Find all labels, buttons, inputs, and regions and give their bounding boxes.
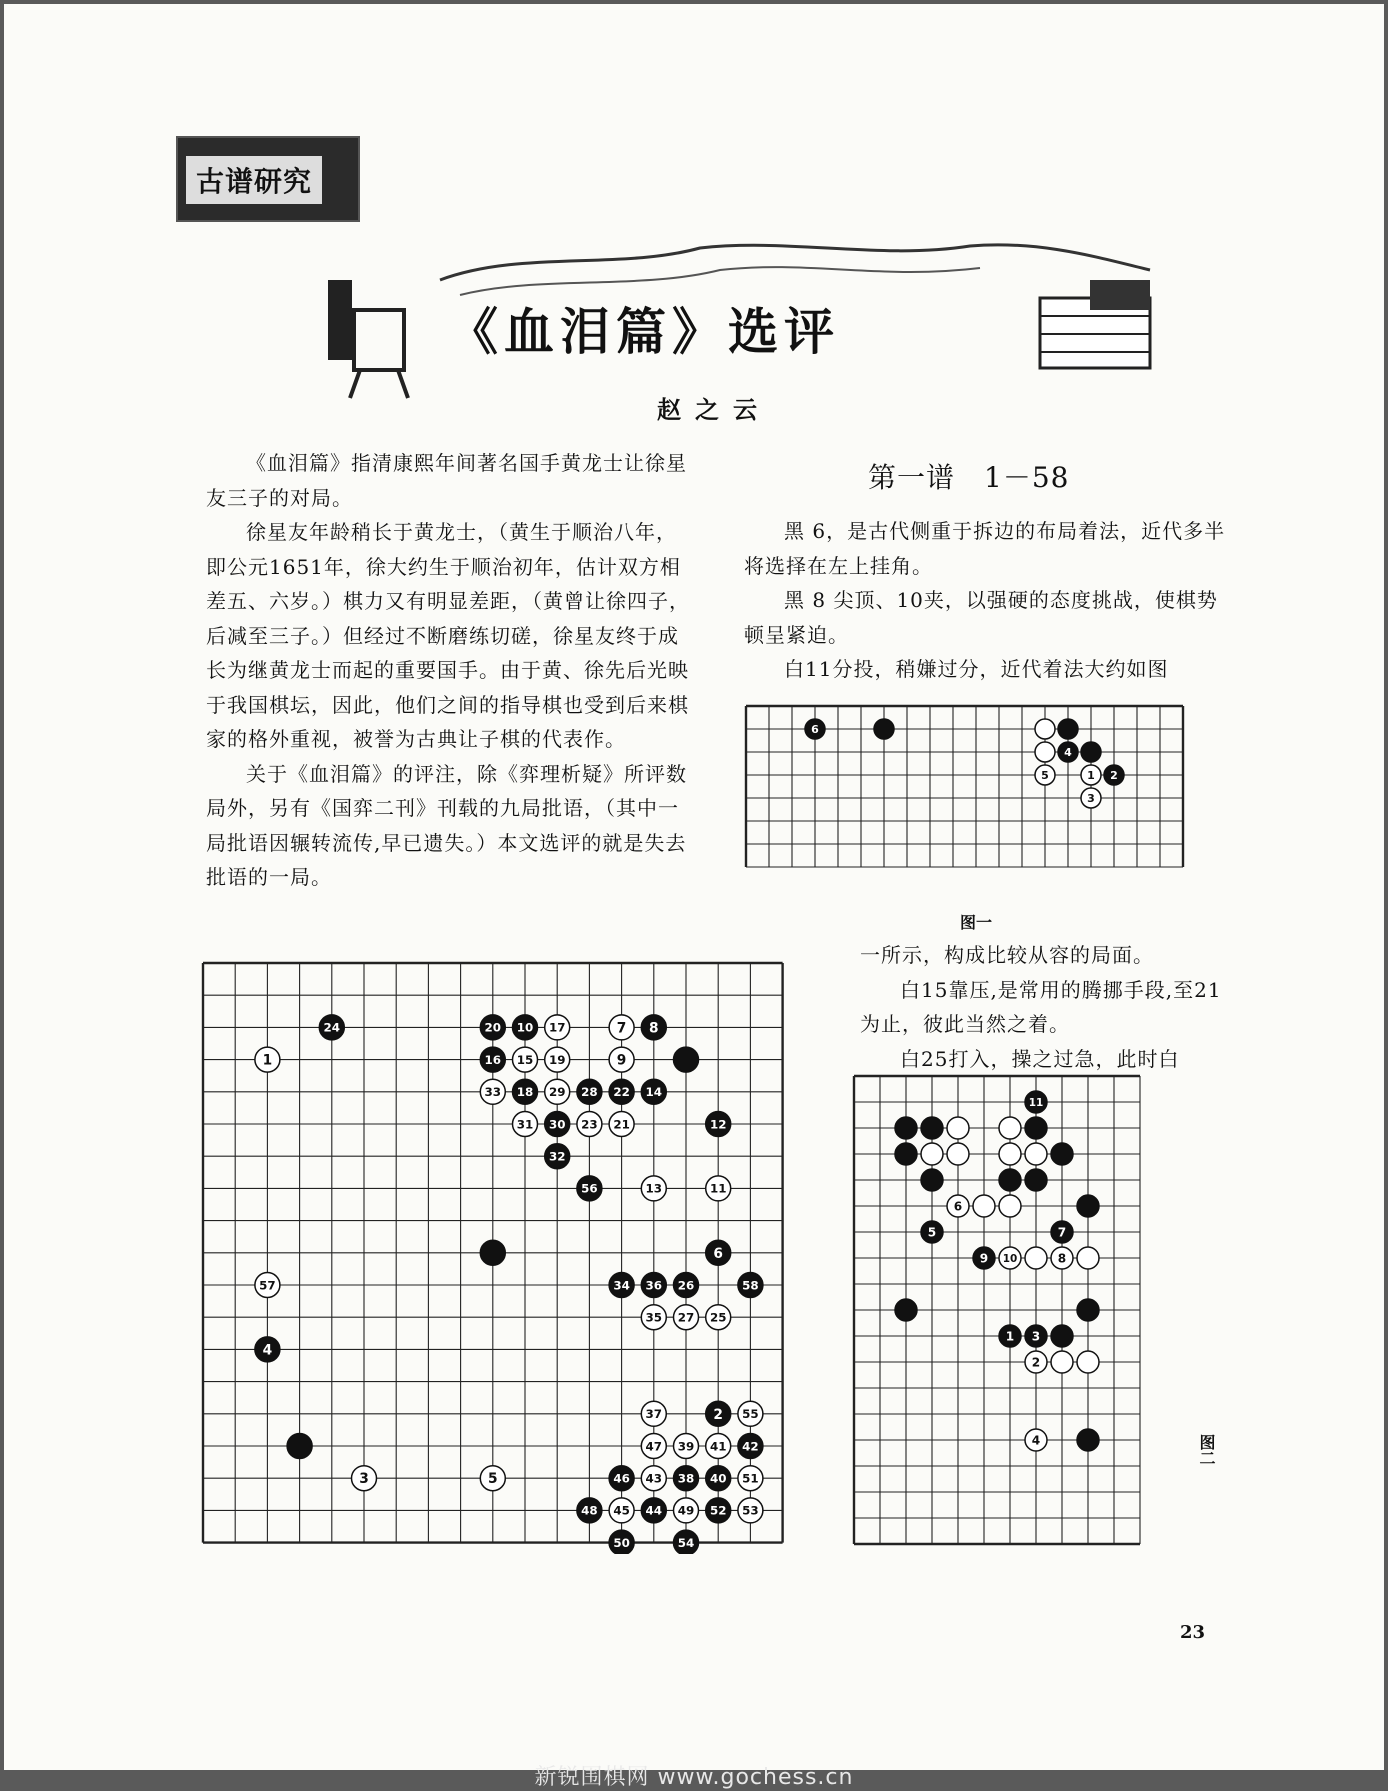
paragraph: 一所示，构成比较从容的局面。 (860, 943, 1154, 967)
main-stone-black-8 (641, 1015, 666, 1040)
main-stone-white-25 (706, 1305, 731, 1330)
move-number: 23 (581, 1117, 598, 1132)
main-stone-black-2 (706, 1401, 731, 1426)
move-number: 25 (709, 1310, 727, 1325)
fig1-stone-black (874, 719, 894, 739)
main-stone-white-41 (706, 1434, 731, 1459)
move-number: 40 (709, 1471, 727, 1486)
fig2-stone-white (921, 1143, 943, 1165)
main-stone-black (674, 1047, 699, 1072)
stone-circle (999, 1143, 1021, 1165)
stone-circle (1051, 1143, 1073, 1165)
fig2-stone-white (1051, 1351, 1073, 1373)
fig2-stone-white (1025, 1143, 1047, 1165)
move-number: 9 (979, 1251, 989, 1266)
main-stone-white-43 (641, 1466, 666, 1491)
main-stone-black-44 (641, 1498, 666, 1523)
fig2-stone-white (973, 1195, 995, 1217)
fig2-stone-black (1025, 1117, 1047, 1139)
fig2-stone-black-11 (1025, 1091, 1047, 1113)
left-text-column (206, 446, 692, 895)
stone-circle (1081, 742, 1101, 762)
page-number: 23 (1180, 1622, 1206, 1643)
move-number: 37 (645, 1407, 663, 1422)
move-number: 38 (677, 1471, 695, 1486)
stone-circle (1025, 1247, 1047, 1269)
move-number: 28 (581, 1085, 598, 1100)
move-number: 10 (1002, 1252, 1018, 1265)
move-number: 29 (548, 1085, 566, 1100)
right-text-column (744, 514, 1232, 687)
main-stone-black-32 (545, 1144, 570, 1169)
move-number: 6 (953, 1199, 963, 1214)
main-stone-black-40 (706, 1466, 731, 1491)
main-stone-black-26 (674, 1273, 699, 1298)
main-stone-black (287, 1434, 312, 1459)
main-stone-white-31 (513, 1112, 538, 1137)
paragraph: 徐星友年龄稍长于黄龙士，（黄生于顺治八年，即公元1651年，徐大约生于顺治初年，估计双方相差五、六岁。）棋力又有明显差距，（黄曾让徐四子，后减至三子。）但经过不断磨练切磋，徐星友终于成长为继黄龙士而起的重要国手。由于黄、徐先后光映于我国棋坛，因此，他们之间的指导棋也受到后来棋家的格外重视，被誉为古典让子棋的代表作。 (206, 520, 690, 751)
move-number: 34 (613, 1278, 630, 1293)
main-stone-black-10 (513, 1015, 538, 1040)
stone-circle (874, 719, 894, 739)
move-number: 20 (484, 1020, 502, 1035)
fig2-stone-black (1051, 1143, 1073, 1165)
move-number: 47 (645, 1439, 663, 1454)
main-stone-white-45 (609, 1498, 634, 1523)
main-stone-black-12 (706, 1112, 731, 1137)
fig2-stone-black (999, 1169, 1021, 1191)
fig2-stone-white-4 (1025, 1429, 1047, 1451)
stone-circle (895, 1117, 917, 1139)
main-stone-black (480, 1240, 505, 1265)
move-number: 35 (645, 1310, 663, 1325)
main-stone-black-48 (577, 1498, 602, 1523)
stone-circle (1077, 1247, 1099, 1269)
fig2-stone-black (1077, 1429, 1099, 1451)
paragraph: 《血泪篇》指清康熙年间著名国手黄龙士让徐星友三子的对局。 (206, 451, 687, 510)
fig1-stone-white (1035, 719, 1055, 739)
fig1-stone-white-1 (1081, 765, 1101, 785)
fig1-stone-black-4 (1058, 742, 1078, 762)
main-stone-black-34 (609, 1273, 634, 1298)
figure-2-board (852, 1074, 1158, 1548)
fig2-stone-white-10 (999, 1247, 1021, 1269)
main-stone-white-23 (577, 1112, 602, 1137)
main-stone-black-38 (674, 1466, 699, 1491)
main-stone-black-14 (641, 1079, 666, 1104)
fig2-stone-black-5 (921, 1221, 943, 1243)
move-number: 8 (1057, 1251, 1067, 1266)
main-stone-white-17 (545, 1015, 570, 1040)
main-stone-white-37 (641, 1401, 666, 1426)
move-number: 24 (323, 1020, 341, 1035)
main-stone-black-30 (545, 1112, 570, 1137)
fig2-stone-white (1025, 1247, 1047, 1269)
section-tag (176, 136, 360, 222)
main-stone-white-49 (674, 1498, 699, 1523)
move-number: 17 (548, 1020, 566, 1035)
main-stone-white-5 (480, 1466, 505, 1491)
move-number: 57 (259, 1278, 276, 1293)
main-stone-black-58 (738, 1273, 763, 1298)
move-number: 1 (262, 1052, 273, 1069)
main-stone-white-9 (609, 1047, 634, 1072)
move-number: 1 (1087, 768, 1095, 782)
main-stone-black-50 (609, 1530, 634, 1554)
stone-circle (999, 1117, 1021, 1139)
main-stone-white-33 (480, 1079, 505, 1104)
fig2-stone-black-7 (1051, 1221, 1073, 1243)
main-stone-white-21 (609, 1112, 634, 1137)
stone-circle (1077, 1299, 1099, 1321)
main-stone-white-11 (706, 1176, 731, 1201)
main-stone-white-19 (545, 1047, 570, 1072)
fig2-stone-white-6 (947, 1195, 969, 1217)
move-number: 3 (1031, 1329, 1041, 1344)
paragraph: 关于《血泪篇》的评注，除《弈理析疑》所评数局外，另有《国弈二刊》刊载的九局批语，（其中一局批语因辗转流传,早已遗失。）本文选评的就是失去批语的一局。 (206, 761, 687, 889)
main-stone-white-47 (641, 1434, 666, 1459)
author-name: 赵之云 (657, 395, 771, 424)
fig1-stone-white-3 (1081, 788, 1101, 808)
fig1-stone-black-2 (1104, 765, 1124, 785)
main-stone-black-56 (577, 1176, 602, 1201)
middle-text-column (860, 938, 1236, 1076)
main-stone-white-13 (641, 1176, 666, 1201)
move-number: 15 (516, 1052, 534, 1067)
main-stone-white-55 (738, 1401, 763, 1426)
move-number: 7 (1057, 1225, 1067, 1240)
stone-circle (1051, 1325, 1073, 1347)
stone-circle (921, 1117, 943, 1139)
move-number: 1 (1005, 1329, 1015, 1344)
fig2-stone-white (999, 1143, 1021, 1165)
main-stone-black-42 (738, 1434, 763, 1459)
move-number: 30 (548, 1117, 566, 1132)
move-number: 11 (1028, 1096, 1044, 1109)
main-stone-white-1 (255, 1047, 280, 1072)
fig2-stone-white (999, 1117, 1021, 1139)
move-number: 7 (616, 1020, 627, 1037)
section-heading: 第一谱 1－58 (868, 461, 1070, 494)
fig2-stone-black-3 (1025, 1325, 1047, 1347)
stone-circle (947, 1143, 969, 1165)
main-stone-white-51 (738, 1466, 763, 1491)
move-number: 18 (516, 1085, 534, 1100)
move-number: 33 (484, 1085, 502, 1100)
move-number: 12 (709, 1117, 727, 1132)
move-number: 4 (1064, 745, 1072, 759)
move-number: 5 (1041, 768, 1049, 782)
fig2-stone-black-9 (973, 1247, 995, 1269)
stone-circle (1035, 719, 1055, 739)
move-number: 8 (649, 1020, 659, 1037)
stone-circle (947, 1117, 969, 1139)
main-stone-black-16 (480, 1047, 505, 1072)
fig2-stone-white (947, 1143, 969, 1165)
main-stone-black-28 (577, 1079, 602, 1104)
stone-circle (973, 1195, 995, 1217)
paragraph: 白11分投，稍嫌过分，近代着法大约如图 (784, 657, 1169, 681)
main-stone-white-15 (513, 1047, 538, 1072)
move-number: 21 (613, 1117, 630, 1132)
main-stone-black-18 (513, 1079, 538, 1104)
move-number: 5 (927, 1225, 937, 1240)
move-number: 45 (613, 1503, 630, 1518)
fig2-stone-white (1077, 1351, 1099, 1373)
move-number: 10 (516, 1020, 534, 1035)
main-stone-white-29 (545, 1079, 570, 1104)
move-number: 52 (709, 1503, 727, 1518)
fig2-stone-black (1077, 1299, 1099, 1321)
move-number: 26 (677, 1278, 695, 1293)
move-number: 13 (645, 1181, 663, 1196)
move-number: 56 (581, 1181, 598, 1196)
move-number: 4 (262, 1342, 273, 1359)
stone-circle (1077, 1195, 1099, 1217)
move-number: 3 (1087, 791, 1095, 805)
move-number: 27 (677, 1310, 695, 1325)
document-page (4, 4, 1384, 1770)
move-number: 3 (359, 1471, 369, 1488)
main-stone-white-35 (641, 1305, 666, 1330)
fig1-stone-black-6 (805, 719, 825, 739)
stone-circle (674, 1047, 699, 1072)
move-number: 11 (709, 1181, 727, 1196)
stone-circle (999, 1169, 1021, 1191)
move-number: 19 (548, 1052, 566, 1067)
paragraph: 黑 6，是古代侧重于拆边的布局着法，近代多半将选择在左上挂角。 (744, 519, 1226, 578)
fig2-stone-black (895, 1299, 917, 1321)
move-number: 53 (742, 1503, 759, 1518)
stone-circle (999, 1195, 1021, 1217)
main-stone-black-20 (480, 1015, 505, 1040)
figure-1-board (744, 704, 1214, 904)
stone-circle (1077, 1351, 1099, 1373)
main-stone-black-46 (609, 1466, 634, 1491)
stone-circle (1077, 1429, 1099, 1451)
move-number: 41 (709, 1439, 727, 1454)
site-footer: 新锐围棋网 www.gochess.cn (534, 1765, 854, 1790)
paragraph: 白15靠压,是常用的腾挪手段,至21为止，彼此当然之着。 (860, 977, 1222, 1036)
fig2-stone-black-1 (999, 1325, 1021, 1347)
stone-circle (1051, 1351, 1073, 1373)
fig1-stone-white-5 (1035, 765, 1055, 785)
stone-circle (1058, 719, 1078, 739)
stone-circle (895, 1143, 917, 1165)
move-number: 39 (677, 1439, 695, 1454)
move-number: 14 (645, 1085, 663, 1100)
main-game-board (200, 960, 796, 1554)
figure-2-caption-text: 图二 (1197, 1434, 1216, 1466)
main-stone-black-36 (641, 1273, 666, 1298)
fig2-stone-white (999, 1195, 1021, 1217)
move-number: 58 (742, 1278, 759, 1293)
move-number: 36 (645, 1278, 663, 1293)
fig2-stone-black (1025, 1169, 1047, 1191)
main-stone-white-27 (674, 1305, 699, 1330)
section-tag-label: 古谱研究 (186, 156, 322, 204)
stone-circle (895, 1299, 917, 1321)
stone-circle (1025, 1117, 1047, 1139)
stone-circle (480, 1240, 505, 1265)
figure-1-caption: 图一 (960, 913, 993, 932)
main-stone-white-7 (609, 1015, 634, 1040)
fig1-stone-black (1081, 742, 1101, 762)
fig2-stone-white (1077, 1247, 1099, 1269)
main-stone-black-4 (255, 1337, 280, 1362)
fig2-stone-black (895, 1117, 917, 1139)
move-number: 6 (713, 1245, 723, 1262)
figure-2-caption (1196, 1434, 1216, 1471)
paragraph: 黑 8 尖顶、10夹，以强硬的态度挑战，使棋势顿呈紧迫。 (744, 588, 1218, 647)
main-stone-white-57 (255, 1273, 280, 1298)
fig2-stone-white-8 (1051, 1247, 1073, 1269)
main-stone-white-39 (674, 1434, 699, 1459)
stone-circle (921, 1143, 943, 1165)
fig2-stone-black (921, 1117, 943, 1139)
main-stone-white-53 (738, 1498, 763, 1523)
move-number: 48 (581, 1503, 598, 1518)
move-number: 46 (613, 1471, 630, 1486)
main-stone-black-24 (319, 1015, 344, 1040)
move-number: 50 (613, 1535, 630, 1550)
move-number: 44 (645, 1503, 663, 1518)
fig2-stone-black (895, 1143, 917, 1165)
move-number: 51 (742, 1471, 759, 1486)
move-number: 2 (713, 1406, 723, 1423)
move-number: 2 (1031, 1355, 1041, 1370)
move-number: 4 (1031, 1433, 1041, 1448)
main-stone-white-3 (352, 1466, 377, 1491)
fig2-stone-white (947, 1117, 969, 1139)
main-stone-black-6 (706, 1240, 731, 1265)
move-number: 2 (1110, 768, 1118, 782)
move-number: 32 (548, 1149, 566, 1164)
move-number: 31 (516, 1117, 534, 1132)
move-number: 42 (742, 1439, 759, 1454)
stone-circle (1025, 1169, 1047, 1191)
move-number: 43 (645, 1471, 663, 1486)
fig1-stone-white (1035, 742, 1055, 762)
fig2-stone-black (921, 1169, 943, 1191)
article-title: 《血泪篇》选评 (448, 302, 840, 361)
move-number: 16 (484, 1052, 502, 1067)
main-stone-black-22 (609, 1079, 634, 1104)
stone-circle (287, 1434, 312, 1459)
move-number: 5 (488, 1471, 498, 1488)
fig2-stone-black (1077, 1195, 1099, 1217)
move-number: 22 (613, 1085, 630, 1100)
stone-circle (1025, 1143, 1047, 1165)
fig2-stone-white-2 (1025, 1351, 1047, 1373)
stone-circle (1035, 742, 1055, 762)
move-number: 54 (677, 1535, 695, 1550)
stone-circle (921, 1169, 943, 1191)
main-stone-black-52 (706, 1498, 731, 1523)
paragraph: 白25打入，操之过急，此时白 (900, 1046, 1180, 1071)
move-number: 9 (616, 1052, 627, 1069)
move-number: 49 (677, 1503, 695, 1518)
fig2-stone-black (1051, 1325, 1073, 1347)
fig1-stone-black (1058, 719, 1078, 739)
main-stone-black-54 (674, 1530, 699, 1554)
move-number: 6 (811, 722, 819, 736)
move-number: 55 (742, 1407, 759, 1422)
